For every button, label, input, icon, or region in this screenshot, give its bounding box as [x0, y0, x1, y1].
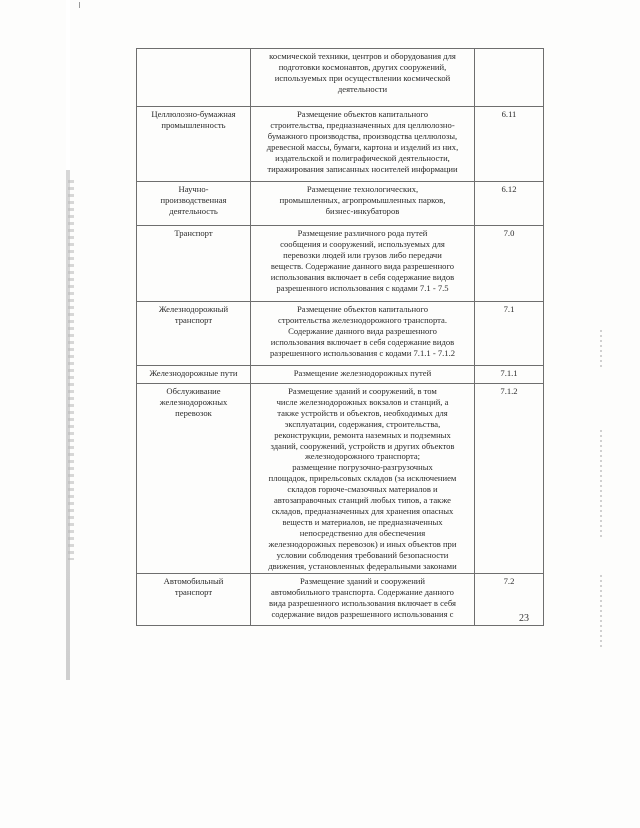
scan-mark	[79, 2, 80, 8]
use-name-cell: Автомобильный транспорт	[137, 574, 251, 626]
use-code-cell	[475, 49, 544, 107]
use-name-cell: Железнодорожный транспорт	[137, 302, 251, 366]
use-description-cell: Размещение зданий и сооружений автомобильного транспорта. Содержание данного вида разрешенного использования включает в себя содержание видов разрешенного использования с	[251, 574, 475, 626]
table-row	[137, 384, 544, 574]
use-name-cell: Обслуживание железнодорожных перевозок	[137, 384, 251, 574]
scan-right-mark	[600, 575, 602, 650]
scan-bleed-through	[68, 180, 74, 560]
use-description-cell: космической техники, центров и оборудования для подготовки космонавтов, других сооружений, используемых при осуществлении космической деятельности	[251, 49, 475, 107]
table-row	[137, 182, 544, 226]
table-row	[137, 49, 544, 107]
use-code-cell: 7.1.2	[475, 384, 544, 574]
use-code-cell: 7.2	[475, 574, 544, 626]
use-name-cell	[137, 49, 251, 107]
use-code-cell: 6.11	[475, 107, 544, 182]
use-description-cell: Размещение объектов капитального строительства железнодорожного транспорта. Содержание данного вида разрешенного использования включает в себя содержание видов разрешенного использования с кодами 7.1.1 - 7.1.2	[251, 302, 475, 366]
use-code-cell: 7.1	[475, 302, 544, 366]
scan-right-mark	[600, 430, 602, 540]
use-description-cell: Размещение различного рода путей сообщения и сооружений, используемых для перевозки людей или грузов либо передачи веществ. Содержание данного вида разрешенного использования включает в себя содержание видов разрешенного использования с кодами 7.1 - 7.5	[251, 226, 475, 302]
use-name-cell: Научно- производственная деятельность	[137, 182, 251, 226]
table-row	[137, 366, 544, 384]
use-description-cell: Размещение зданий и сооружений, в том числе железнодорожных вокзалов и станций, а также устройств и объектов, необходимых для эксплуатации, содержания, строительства, реконструкции, ремонта наземных и подземных зданий, сооружений, устройств и других объектов железнодорожного транспорта; размещение погрузочно-разгрузочных площадок, прирельсовых складов (за исключением складов горюче-смазочных материалов и автозаправочных станций любых типов, а также складов, предназначенных для хранения опасных веществ и материалов, не предназначенных непосредственно для обеспечения железнодорожных перевозок) и иных объектов при условии соблюдения требований безопасности движения, установленных федеральными законами	[251, 384, 475, 574]
use-name-cell: Транспорт	[137, 226, 251, 302]
use-description-cell: Размещение железнодорожных путей	[251, 366, 475, 384]
scan-right-mark	[600, 330, 602, 370]
page-number: 23	[519, 613, 529, 624]
use-code-cell: 7.0	[475, 226, 544, 302]
table-row	[137, 226, 544, 302]
use-code-cell: 6.12	[475, 182, 544, 226]
use-code-cell: 7.1.1	[475, 366, 544, 384]
table-row	[137, 574, 544, 626]
table-row	[137, 302, 544, 366]
table-row	[137, 107, 544, 182]
use-name-cell: Целлюлозно-бумажная промышленность	[137, 107, 251, 182]
permitted-use-table	[136, 48, 544, 626]
use-name-cell: Железнодорожные пути	[137, 366, 251, 384]
use-description-cell: Размещение технологических, промышленных, агропромышленных парков, бизнес-инкубаторов	[251, 182, 475, 226]
use-description-cell: Размещение объектов капитального строительства, предназначенных для целлюлозно- бумажного производства, производства целлюлозы, древесной массы, бумаги, картона и изделий из них, издательской и полиграфической деятельности, тиражирования записанных носителей информации	[251, 107, 475, 182]
